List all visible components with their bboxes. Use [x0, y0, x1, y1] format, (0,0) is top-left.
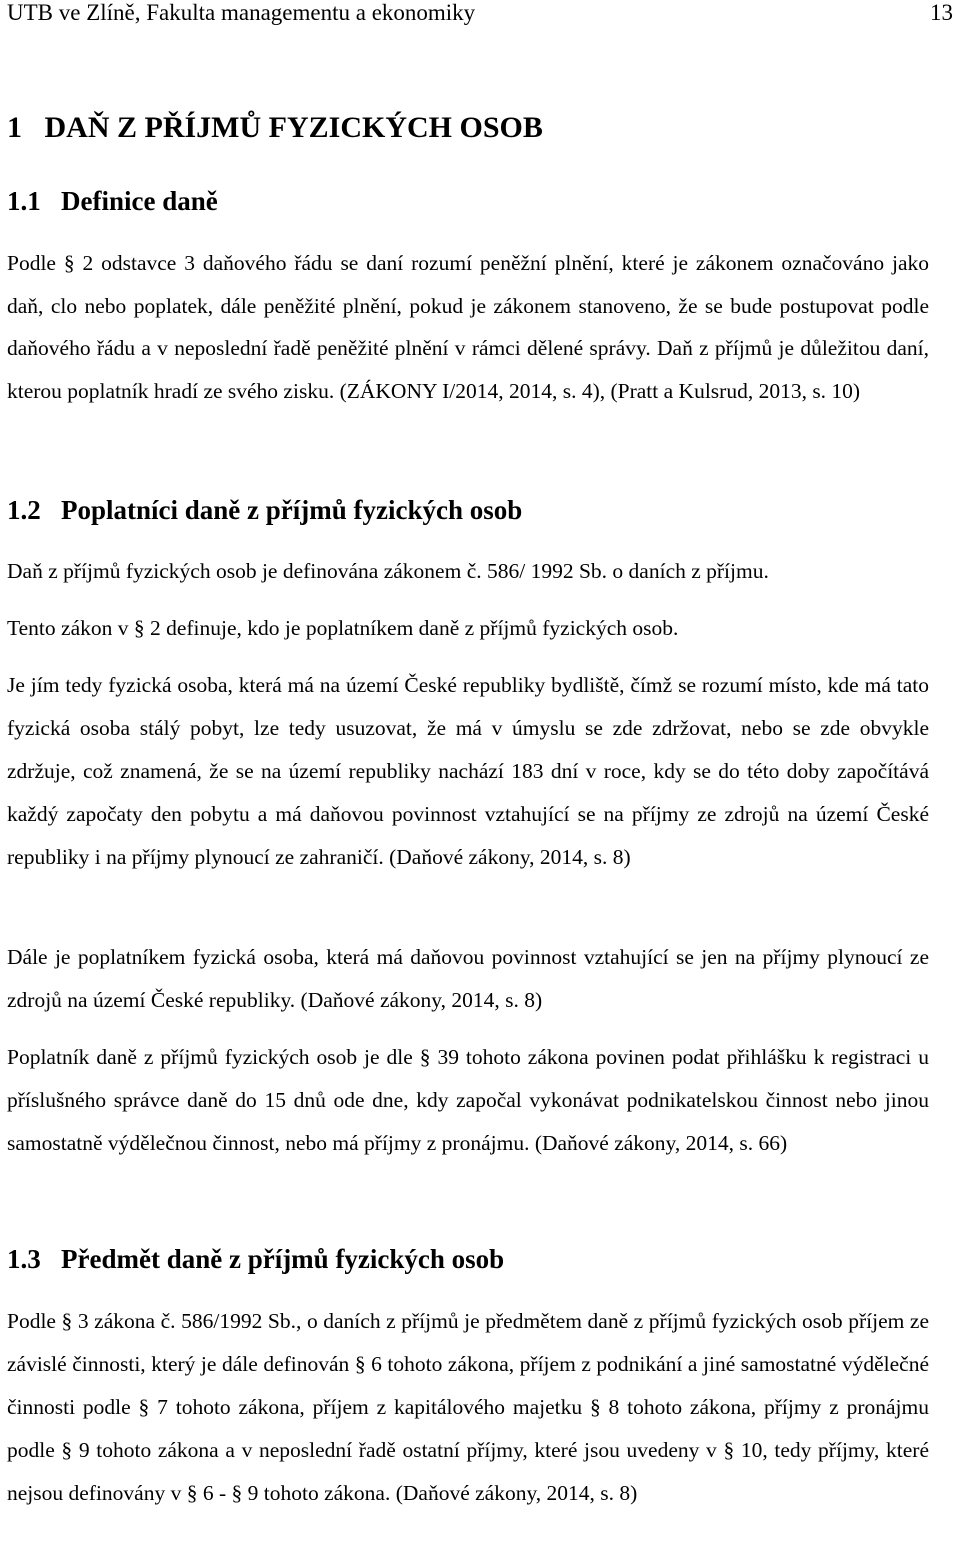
header-page-number: 13: [930, 0, 953, 25]
section-heading-1-1: 1.1 Definice daně: [7, 186, 218, 216]
running-header: [7, 0, 953, 28]
header-institution: UTB ve Zlíně, Fakulta managementu a ekonomiky: [7, 0, 476, 25]
section-heading-1-2: 1.2 Poplatníci daně z příjmů fyzických osob: [7, 495, 523, 525]
chapter-title: 1 DAŇ Z PŘÍJMŮ FYZICKÝCH OSOB: [7, 111, 543, 144]
paragraph-law-scope: Tento zákon v § 2 definuje, kdo je poplatníkem daně z příjmů fyzických osob.: [7, 616, 679, 640]
paragraph-nonresident-taxpayer: Dále je poplatníkem fyzická osoba, která má daňovou povinnost vztahující se jen na příjmy plynoucí ze zdrojů na území České republiky. (Daňové zákony, 2014, s. 8): [7, 945, 929, 1012]
paragraph-definition: Podle § 2 odstavce 3 daňového řádu se daní rozumí peněžní plnění, které je zákonem označováno jako daň, clo nebo poplatek, dále peněžité plnění, pokud je zákonem stanoveno, že se bude postupovat podle daňového řádu a v neposlední řadě peněžité plnění v rámci dělené správy. Daň z příjmů je důležitou daní, kterou poplatník hradí ze svého zisku. (ZÁKONY I/2014, 2014, s. 4), (Pratt a Kulsrud, 2013, s. 10): [7, 251, 929, 403]
paragraph-tax-subject: Podle § 3 zákona č. 586/1992 Sb., o daních z příjmů je předmětem daně z příjmů fyzických osob příjem ze závislé činnosti, který je dále definován § 6 tohoto zákona, příjem z podnikání a jiné samostatné výdělečné činnosti podle § 7 tohoto zákona, příjem z kapitálového majetku § 8 tohoto zákona, příjmy z pronájmu podle § 9 tohoto zákona a v neposlední řadě ostatní příjmy, které jsou uvedeny v § 10, tedy příjmy, které nejsou definovány v § 6 - § 9 tohoto zákona. (Daňové zákony, 2014, s. 8): [7, 1309, 929, 1505]
paragraph-registration: Poplatník daně z příjmů fyzických osob je dle § 39 tohoto zákona povinen podat přihlášku k registraci u příslušného správce daně do 15 dnů ode dne, kdy započal vykonávat podnikatelskou činnost nebo jinou samostatně výdělečnou činnost, nebo má příjmy z pronájmu. (Daňové zákony, 2014, s. 66): [7, 1045, 929, 1155]
section-heading-1-3: 1.3 Předmět daně z příjmů fyzických osob: [7, 1244, 505, 1274]
paragraph-resident-taxpayer: Je jím tedy fyzická osoba, která má na území České republiky bydliště, čímž se rozumí místo, kde má tato fyzická osoba stálý pobyt, lze tedy usuzovat, že má v úmyslu se zde zdržovat, nebo se zde obvykle zdržuje, což znamená, že se na území republiky nachází 183 dní v roce, kdy se do této doby započítává každý započaty den pobytu a má daňovou povinnost vztahující se na příjmy ze zdrojů na území České republiky i na příjmy plynoucí ze zahraničí. (Daňové zákony, 2014, s. 8): [7, 673, 929, 869]
paragraph-law-reference: Daň z příjmů fyzických osob je definována zákonem č. 586/ 1992 Sb. o daních z příjmu.: [7, 559, 769, 583]
